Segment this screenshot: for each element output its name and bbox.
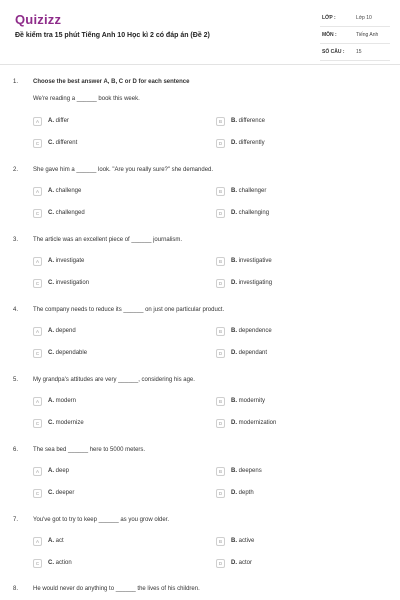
- option-prefix: A.: [48, 468, 54, 474]
- option-prefix: C.: [48, 350, 54, 356]
- option-prefix: A.: [48, 258, 54, 264]
- option-text: challenge: [55, 188, 82, 194]
- option-checkbox[interactable]: C: [33, 489, 42, 498]
- answer-option[interactable]: [33, 117, 193, 127]
- option-checkbox[interactable]: D: [216, 419, 225, 428]
- option-checkbox[interactable]: A: [33, 187, 42, 196]
- question-text: The company needs to reduce its ______ on just one particular product.: [33, 307, 225, 313]
- option-text: action: [55, 560, 72, 566]
- option-prefix: D.: [231, 560, 237, 566]
- meta-value: Tiếng Anh: [356, 32, 379, 38]
- option-checkbox[interactable]: A: [33, 397, 42, 406]
- meta-row-class: [320, 12, 390, 27]
- option-checkbox[interactable]: B: [216, 537, 225, 546]
- option-checkbox[interactable]: B: [216, 187, 225, 196]
- meta-label: MÔN :: [322, 32, 337, 38]
- option-text: modernization: [238, 420, 277, 426]
- question-number: 5.: [13, 377, 19, 383]
- option-text: modernity: [238, 398, 266, 404]
- option-prefix: B.: [231, 538, 237, 544]
- question-text: You've got to try to keep ______ as you grow older.: [33, 517, 170, 523]
- option-text: act: [55, 538, 64, 544]
- option-prefix: D.: [231, 210, 237, 216]
- option-prefix: A.: [48, 398, 54, 404]
- option-text: deeper: [55, 490, 75, 496]
- option-text: challenging: [238, 210, 270, 216]
- question-number: 2.: [13, 167, 19, 173]
- option-prefix: C.: [48, 210, 54, 216]
- option-text: differently: [238, 140, 265, 146]
- option-prefix: D.: [231, 140, 237, 146]
- option-text: actor: [238, 560, 253, 566]
- answer-option[interactable]: [33, 187, 193, 197]
- option-prefix: B.: [231, 328, 237, 334]
- option-prefix: C.: [48, 420, 54, 426]
- option-checkbox[interactable]: C: [33, 139, 42, 148]
- option-prefix: A.: [48, 118, 54, 124]
- meta-row-count: [320, 46, 390, 61]
- option-prefix: B.: [231, 398, 237, 404]
- answer-option[interactable]: [216, 187, 376, 197]
- option-text: investigation: [55, 280, 90, 286]
- header-divider: [0, 64, 400, 65]
- option-prefix: B.: [231, 258, 237, 264]
- answer-option[interactable]: [33, 139, 193, 149]
- answer-option[interactable]: [216, 139, 376, 149]
- answer-option[interactable]: [33, 209, 193, 219]
- option-text: challenged: [55, 210, 85, 216]
- worksheet-title: Đề kiểm tra 15 phút Tiếng Anh 10 Học kì 2 có đáp án (Đề 2): [15, 32, 210, 39]
- answer-option[interactable]: [216, 537, 376, 547]
- option-text: differ: [55, 118, 69, 124]
- answer-option[interactable]: [216, 419, 376, 429]
- option-checkbox[interactable]: B: [216, 467, 225, 476]
- option-text: dependence: [238, 328, 272, 334]
- option-prefix: D.: [231, 420, 237, 426]
- option-prefix: C.: [48, 280, 54, 286]
- answer-option[interactable]: [33, 559, 193, 569]
- option-checkbox[interactable]: D: [216, 489, 225, 498]
- option-text: modern: [55, 398, 77, 404]
- question-number: 6.: [13, 447, 19, 453]
- option-text: depth: [238, 490, 254, 496]
- option-prefix: B.: [231, 188, 237, 194]
- answer-option[interactable]: [216, 257, 376, 267]
- answer-option[interactable]: [33, 327, 193, 337]
- option-text: difference: [238, 118, 265, 124]
- quizizz-logo: Quizizz: [15, 12, 62, 27]
- option-checkbox[interactable]: B: [216, 257, 225, 266]
- question-number: 7.: [13, 517, 19, 523]
- option-checkbox[interactable]: D: [216, 209, 225, 218]
- option-text: deep: [55, 468, 70, 474]
- option-text: active: [238, 538, 255, 544]
- option-prefix: A.: [48, 188, 54, 194]
- question-text: She gave him a ______ look. "Are you really sure?" she demanded.: [33, 167, 214, 173]
- question-number: 8.: [13, 586, 19, 592]
- worksheet-header: [0, 0, 400, 64]
- option-checkbox[interactable]: B: [216, 117, 225, 126]
- option-text: challenger: [238, 188, 267, 194]
- option-text: investigative: [238, 258, 272, 264]
- meta-info: [320, 12, 390, 63]
- option-prefix: C.: [48, 490, 54, 496]
- option-checkbox[interactable]: C: [33, 349, 42, 358]
- option-prefix: D.: [231, 280, 237, 286]
- option-checkbox[interactable]: A: [33, 257, 42, 266]
- answer-option[interactable]: [33, 467, 193, 477]
- question-number: 3.: [13, 237, 19, 243]
- option-checkbox[interactable]: C: [33, 209, 42, 218]
- option-prefix: A.: [48, 328, 54, 334]
- answer-option[interactable]: [216, 327, 376, 337]
- option-checkbox[interactable]: D: [216, 349, 225, 358]
- meta-row-subject: [320, 29, 390, 44]
- option-checkbox[interactable]: C: [33, 559, 42, 568]
- question-text: The article was an excellent piece of ______ journalism.: [33, 237, 183, 243]
- question-text: He would never do anything to ______ the lives of his children.: [33, 586, 200, 592]
- option-text: dependable: [55, 350, 88, 356]
- option-checkbox[interactable]: A: [33, 467, 42, 476]
- question-instruction: Choose the best answer A, B, C or D for each sentence: [33, 79, 190, 85]
- answer-option[interactable]: [216, 559, 376, 569]
- option-prefix: A.: [48, 538, 54, 544]
- answer-option[interactable]: [33, 349, 193, 359]
- option-prefix: D.: [231, 350, 237, 356]
- answer-option[interactable]: [216, 349, 376, 359]
- question-text: My grandpa's attitudes are very ______, considering his age.: [33, 377, 195, 383]
- answer-option[interactable]: [33, 397, 193, 407]
- option-text: deepens: [238, 468, 262, 474]
- option-checkbox[interactable]: D: [216, 279, 225, 288]
- answer-option[interactable]: [216, 489, 376, 499]
- answer-option[interactable]: [216, 467, 376, 477]
- option-checkbox[interactable]: A: [33, 327, 42, 336]
- option-prefix: C.: [48, 140, 54, 146]
- question-number: 4.: [13, 307, 19, 313]
- answer-option[interactable]: [33, 257, 193, 267]
- option-checkbox[interactable]: B: [216, 397, 225, 406]
- option-prefix: D.: [231, 490, 237, 496]
- option-text: depend: [55, 328, 76, 334]
- option-checkbox[interactable]: C: [33, 279, 42, 288]
- option-checkbox[interactable]: D: [216, 139, 225, 148]
- option-prefix: C.: [48, 560, 54, 566]
- answer-option[interactable]: [33, 489, 193, 499]
- question-number: 1.: [13, 79, 19, 85]
- answer-option[interactable]: [216, 117, 376, 127]
- meta-label: LỚP :: [322, 15, 336, 21]
- meta-label: SỐ CÂU :: [322, 49, 345, 55]
- option-text: investigating: [238, 280, 273, 286]
- answer-option[interactable]: [33, 537, 193, 547]
- option-checkbox[interactable]: A: [33, 537, 42, 546]
- option-text: dependant: [238, 350, 268, 356]
- option-text: modernize: [55, 420, 84, 426]
- answer-option[interactable]: [33, 419, 193, 429]
- question-text: The sea bed ______ here to 5000 meters.: [33, 447, 146, 453]
- meta-value: Lớp 10: [356, 15, 372, 21]
- question-text: We're reading a ______ book this week.: [33, 96, 140, 102]
- option-checkbox[interactable]: D: [216, 559, 225, 568]
- answer-option[interactable]: [216, 397, 376, 407]
- option-text: investigate: [55, 258, 85, 264]
- answer-option[interactable]: [216, 209, 376, 219]
- option-checkbox[interactable]: B: [216, 327, 225, 336]
- answer-option[interactable]: [33, 279, 193, 289]
- option-checkbox[interactable]: A: [33, 117, 42, 126]
- answer-option[interactable]: [216, 279, 376, 289]
- option-prefix: B.: [231, 468, 237, 474]
- option-text: different: [55, 140, 78, 146]
- meta-value: 15: [356, 49, 362, 55]
- option-checkbox[interactable]: C: [33, 419, 42, 428]
- option-prefix: B.: [231, 118, 237, 124]
